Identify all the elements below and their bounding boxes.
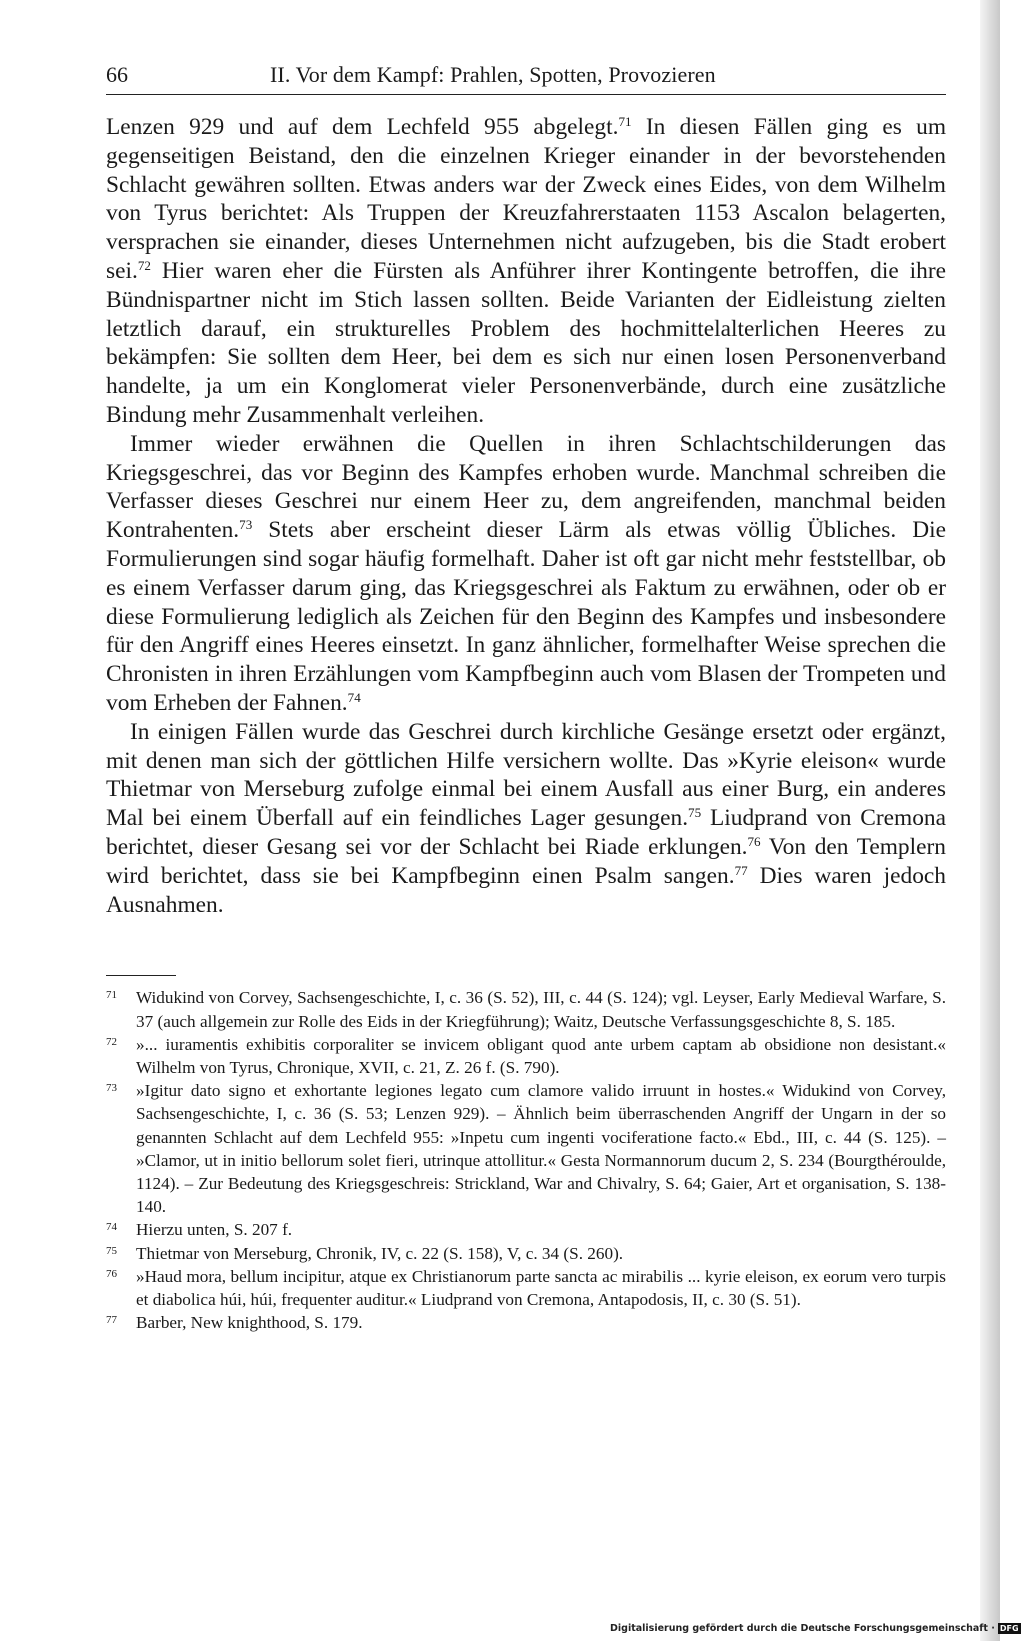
footnote bbox=[106, 1033, 946, 1079]
dfg-logo: DFG bbox=[999, 1624, 1019, 1633]
footnotes bbox=[106, 986, 946, 1334]
text-run: Dies waren jedoch Ausnahmen. bbox=[106, 862, 946, 918]
page-edge-shadow bbox=[980, 0, 1000, 1641]
text-run: Hier waren eher die Fürsten als Anführer ihrer Kontingente betroffen, die ihre Bündnispartner nicht im Stich lassen sollten. Beide Varianten der Eidleistung zielten letztlich darauf, ein strukturelles Problem des hochmittelalterlichen Heeres zu bekämpfen: Sie sollten dem Heer, bei dem es sich nur einen losen Personenverband handelte, ja um ein Konglomerat vieler Personenverbände, durch eine zusätzliche Bindung mehr Zusammenhalt verleihen. bbox=[106, 257, 946, 428]
footnote-text: Hierzu unten, S. 207 f. bbox=[136, 1220, 293, 1240]
footnote-number: 72 bbox=[106, 1035, 117, 1048]
footnote bbox=[106, 1079, 946, 1218]
running-head: II. Vor dem Kampf: Prahlen, Spotten, Provozieren bbox=[270, 62, 716, 87]
footnote bbox=[106, 1265, 946, 1311]
footnote-number: 74 bbox=[106, 1221, 117, 1234]
footnote-ref-77: 77 bbox=[734, 862, 748, 878]
footnote-ref-71: 71 bbox=[618, 113, 632, 129]
text-run: In diesen Fällen ging es um gegenseitigen Beistand, den die einzelnen Krieger einander in der bevorstehenden Schlacht gewähren sollten. Etwas anders war der Zweck eines Eides, von dem Wilhelm von Tyrus berichtet: Als Truppen der Kreuzfahrerstaaten 1153 Ascalon belagerten, versprachen sie einander, dieses Unternehmen nicht aufzugeben, bis die Stadt erobert sei. bbox=[106, 114, 947, 284]
footnote-text: »Igitur dato signo et exhortante legiones legato cum clamore valido irruunt in hostes.« Widukind von Corvey, Sachsengeschichte, I, c. 36 (S. 53; Lenzen 929). – Ähnlich beim überraschenden Angriff der Ungarn in der so genannten Schlacht auf dem Lechfeld 955: »Inpetu cum ingenti vociferatione facto.« Ebd., III, c. 44 (S. 125). – »Clamor, ut in initio bellorum solet fieri, utrinque attollitur.« Gesta Normannorum ducum 2, S. 234 (Bourgthéroulde, 1124). – Zur Bedeutung des Kriegsgeschreis: Strickland, War and Chivalry, S. 64; Gaier, Art et organisation, S. 138-140. bbox=[136, 1081, 946, 1217]
footnote-text: »Haud mora, bellum incipitur, atque ex Christianorum parte sancta ac mirabilis ... kyrie eleison, ex eorum vero turpis et diabolica húi, húi, frequenter auditur.« Liudprand von Cremona, Antapodosis, II, c. 30 (S. 51). bbox=[136, 1266, 946, 1309]
text-run: In einigen Fällen wurde das Geschrei durch kirchliche Gesänge ersetzt oder ergänzt, mit denen man sich der göttlichen Hilfe versichern wollte. Das »Kyrie eleison« wurde Thietmar von Merseburg zufolge einmal bei einem Ausfall aus einer Burg, ein anderes Mal bei einem Überfall auf ein feindliches Lager gesungen. bbox=[106, 718, 946, 832]
footnote-ref-74: 74 bbox=[347, 689, 361, 705]
footnote-ref-72: 72 bbox=[137, 257, 151, 273]
footnote-separator bbox=[106, 975, 176, 976]
footnote-ref-75: 75 bbox=[688, 805, 702, 821]
text-run: Stets aber erscheint dieser Lärm als etwas völlig Übliches. Die Formulierungen sind sogar häufig formelhaft. Daher ist oft gar nicht mehr feststellbar, ob es einem Verfasser darum ging, das Kriegsgeschrei als Faktum zu erwähnen, oder ob er diese Formulierung lediglich als Zeichen für den Beginn des Kampfes und insbesondere für den Angriff eines Heeres einsetzt. In ganz ähnlicher, formelhafter Weise sprechen die Chronisten in ihren Erzählungen vom Kampfbeginn auch vom Blasen der Trompeten und vom Erheben der Fahnen. bbox=[106, 517, 946, 716]
body-text bbox=[106, 113, 946, 919]
footnote-ref-73: 73 bbox=[239, 517, 253, 533]
book-page bbox=[106, 62, 946, 1334]
page-number: 66 bbox=[106, 62, 128, 87]
text-run: Liudprand von Cremona berichtet, dieser Gesang sei vor der Schlacht bei Riade erklungen. bbox=[106, 805, 946, 860]
footnote-text: »... iuramentis exhibitis corporaliter se invicem obligant quod ante urbem captam ab obsidione non desistant.« Wilhelm von Tyrus, Chronique, XVII, c. 21, Z. 26 f. (S. 790). bbox=[136, 1034, 946, 1077]
footnote bbox=[106, 1242, 946, 1265]
text-run: Lenzen 929 und auf dem Lechfeld 955 abgelegt. bbox=[106, 114, 619, 140]
paragraph-3 bbox=[106, 718, 946, 920]
footnote-number: 76 bbox=[106, 1267, 117, 1280]
text-run: Von den Templern wird berichtet, dass sie bei Kampfbeginn einen Psalm sangen. bbox=[106, 833, 946, 889]
digitization-credit bbox=[610, 1623, 1021, 1634]
footnote-text: Barber, New knighthood, S. 179. bbox=[136, 1313, 363, 1333]
footnote-number: 73 bbox=[106, 1082, 117, 1095]
paragraph-1 bbox=[106, 113, 946, 430]
footnote-text: Thietmar von Merseburg, Chronik, IV, c. 22 (S. 158), V, c. 34 (S. 260). bbox=[136, 1243, 624, 1263]
footnote-ref-76: 76 bbox=[747, 833, 761, 849]
credit-text: Digitalisierung gefördert durch die Deutsche Forschungsgemeinschaft · bbox=[610, 1623, 995, 1634]
paragraph-2 bbox=[106, 430, 946, 718]
footnote bbox=[106, 1311, 946, 1334]
footnote bbox=[106, 1218, 946, 1241]
page-header bbox=[106, 62, 946, 95]
footnote-number: 77 bbox=[106, 1314, 117, 1327]
footnote-number: 75 bbox=[106, 1244, 117, 1257]
footnote-text: Widukind von Corvey, Sachsengeschichte, I, c. 36 (S. 52), III, c. 44 (S. 124); vgl. Leyser, Early Medieval Warfare, S. 37 (auch allgemein zur Rolle des Eids in der Kriegführung); Waitz, Deutsche Verfassungsgeschichte 8, S. 185. bbox=[136, 988, 946, 1031]
footnote bbox=[106, 986, 946, 1032]
text-run: Immer wieder erwähnen die Quellen in ihren Schlachtschilderungen das Kriegsgeschrei, das vor Beginn des Kampfes erhoben wurde. Manchmal schreiben die Verfasser dieses Geschrei nur einem Heer zu, dem angreifenden, manchmal beiden Kontrahenten. bbox=[106, 430, 946, 544]
footnote-number: 71 bbox=[106, 989, 117, 1002]
